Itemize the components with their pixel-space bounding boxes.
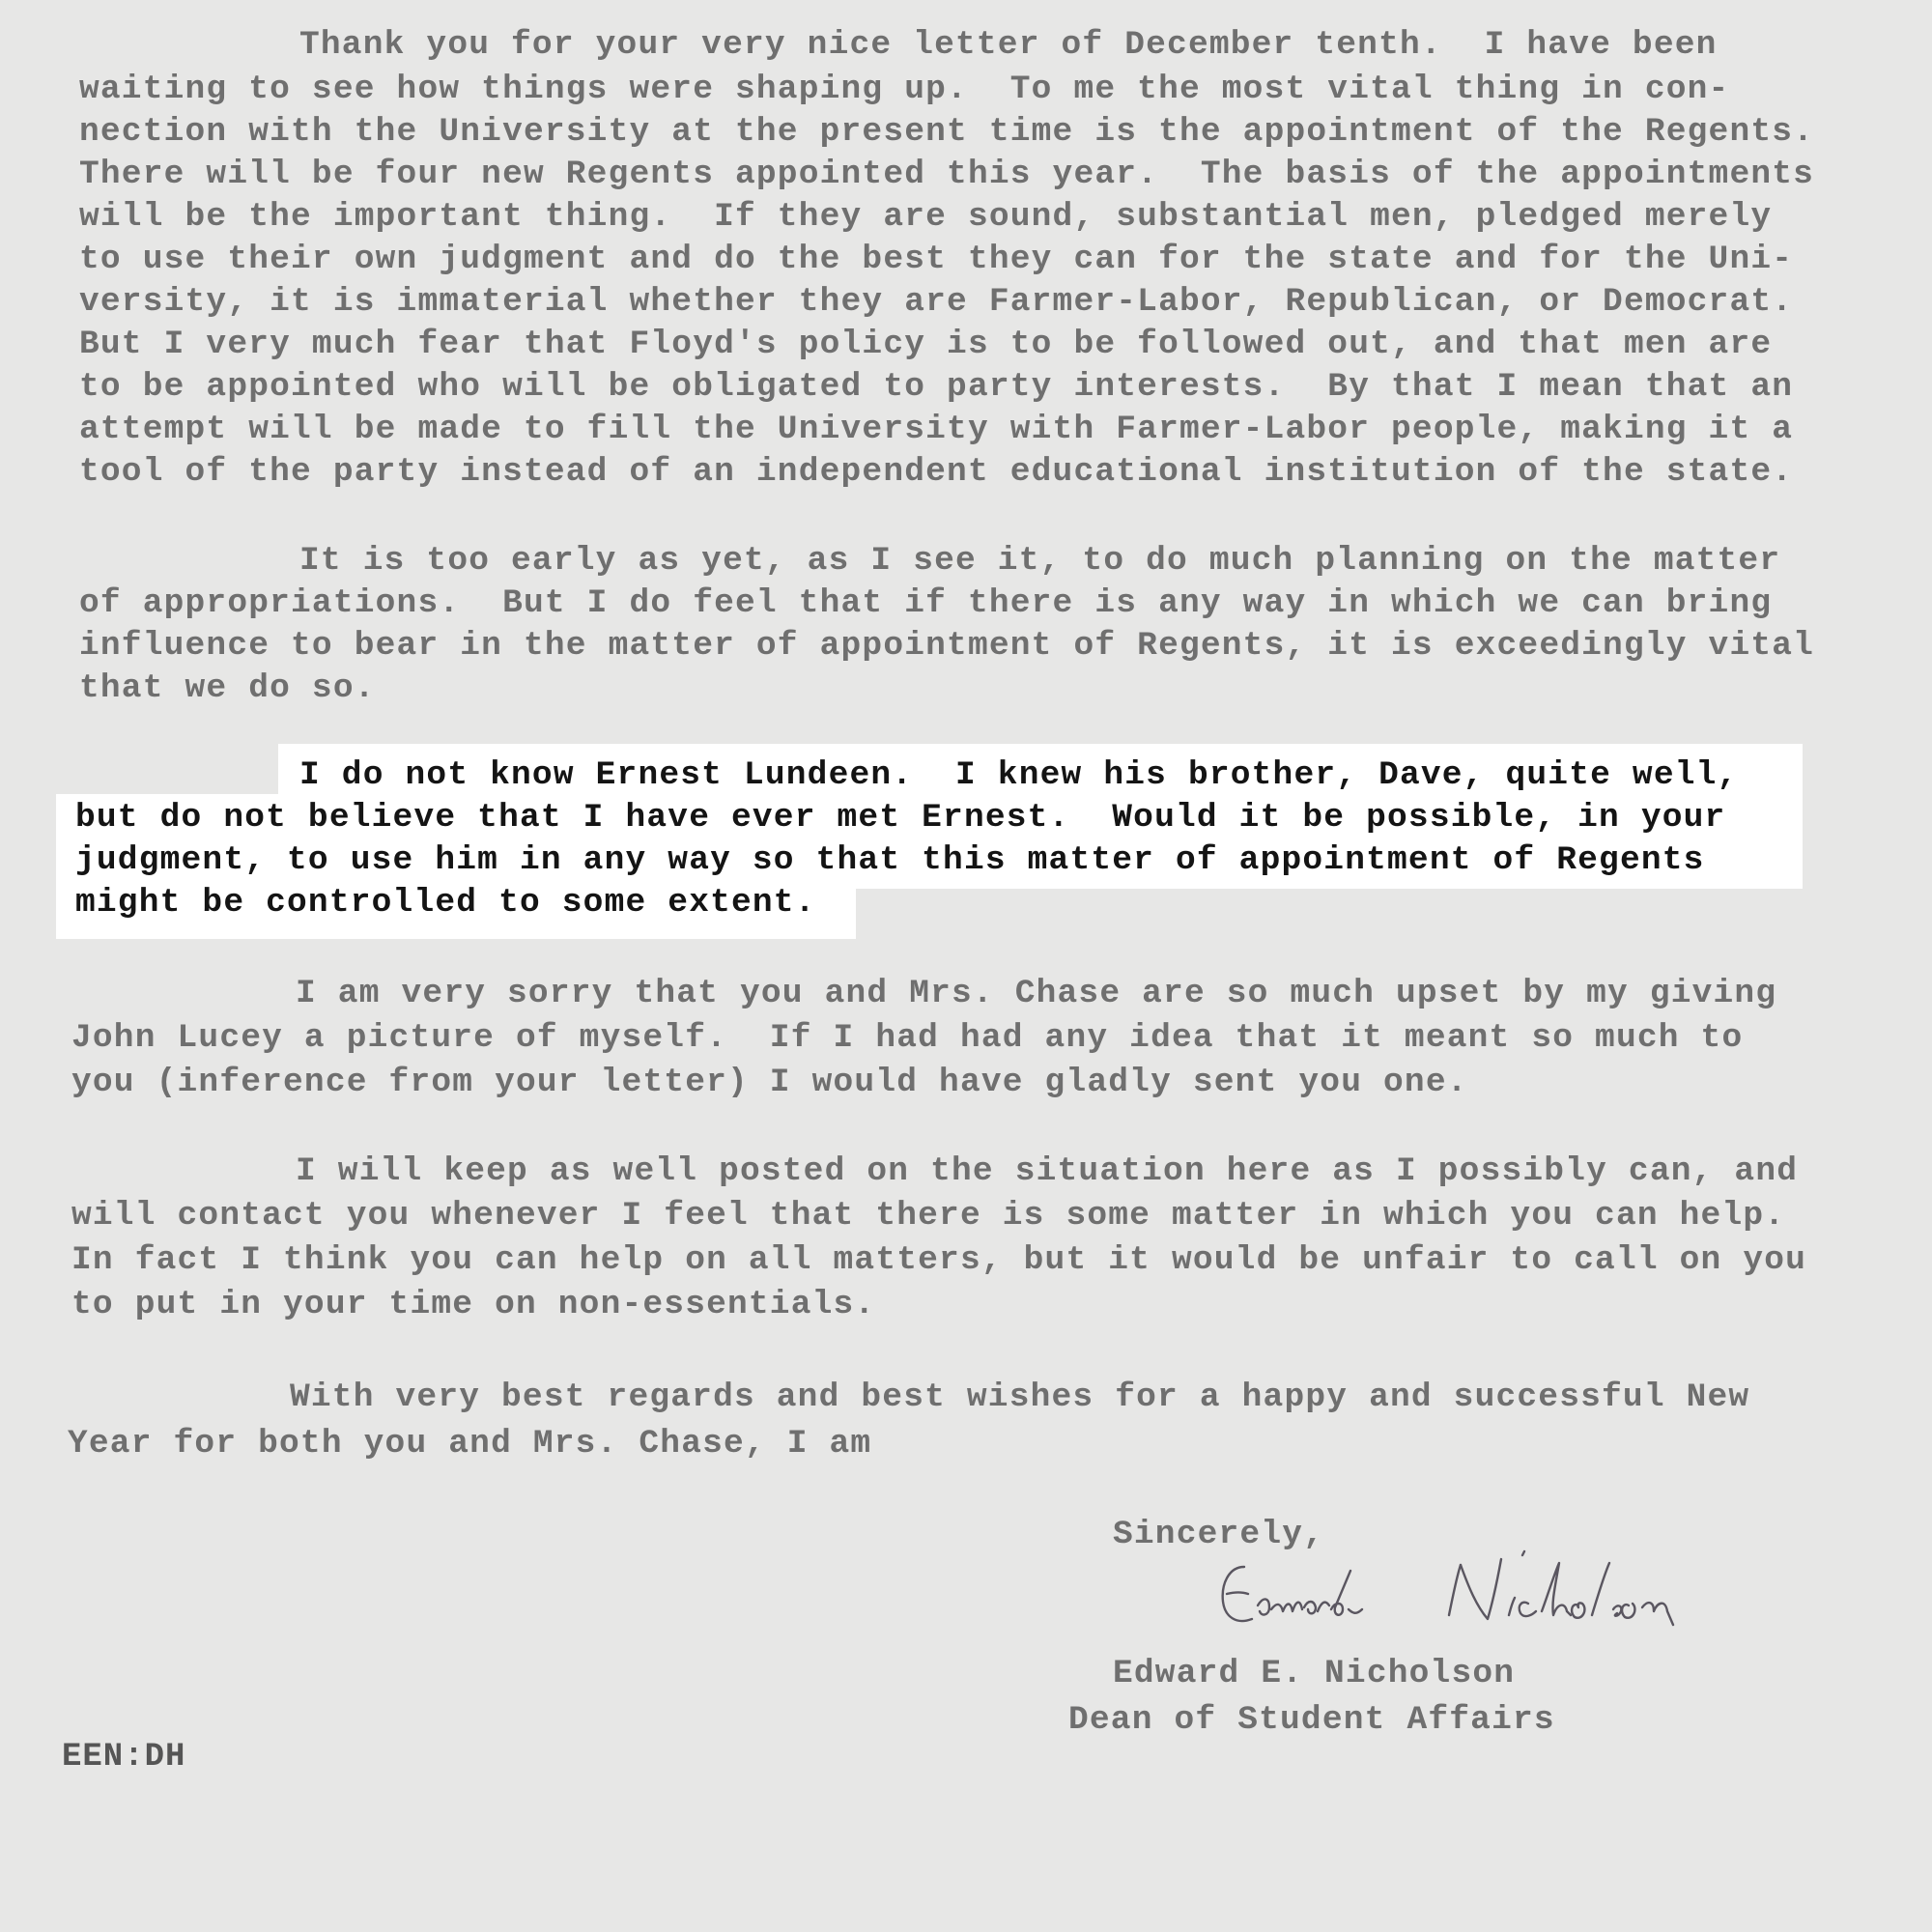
signer-title: Dean of Student Affairs (1068, 1701, 1555, 1739)
paragraph-1-line-5: will be the important thing. If they are sound, substantial men, pledged merely (79, 198, 1773, 236)
paragraph-1-line-9: to be appointed who will be obligated to party interests. By that I mean that an (79, 368, 1794, 406)
paragraph-5-line-4: to put in your time on non-essentials. (71, 1286, 876, 1323)
signer-name: Edward E. Nicholson (1113, 1655, 1516, 1692)
paragraph-2-line-3: influence to bear in the matter of appointment of Regents, it is exceedingly vital (79, 627, 1815, 665)
closing: Sincerely, (1113, 1516, 1325, 1553)
paragraph-1-line-8: But I very much fear that Floyd's policy is to be followed out, and that men are (79, 326, 1773, 363)
paragraph-1-line-4: There will be four new Regents appointed this year. The basis of the appointments (79, 156, 1815, 193)
paragraph-3-line-3: judgment, to use him in any way so that this matter of appointment of Regents (75, 841, 1705, 879)
paragraph-1-line-2: waiting to see how things were shaping up. To me the most vital thing in con- (79, 71, 1730, 108)
paragraph-4-line-3: you (inference from your letter) I would have gladly sent you one. (71, 1064, 1468, 1101)
paragraph-5-line-3: In fact I think you can help on all matters, but it would be unfair to call on you (71, 1241, 1807, 1279)
paragraph-4-line-2: John Lucey a picture of myself. If I had had any idea that it meant so much to (71, 1019, 1744, 1057)
paragraph-5-line-2: will contact you whenever I feel that there is some matter in which you can help. (71, 1197, 1786, 1235)
paragraph-2-line-1: It is too early as yet, as I see it, to do much planning on the matter (299, 542, 1781, 580)
paragraph-3-line-1: I do not know Ernest Lundeen. I knew his brother, Dave, quite well, (299, 756, 1739, 794)
paragraph-4-line-1: I am very sorry that you and Mrs. Chase are so much upset by my giving (296, 975, 1777, 1012)
paragraph-6-line-1: With very best regards and best wishes for a happy and successful New (290, 1378, 1750, 1416)
paragraph-1-line-7: versity, it is immaterial whether they are Farmer-Labor, Republican, or Democrat. (79, 283, 1794, 321)
paragraph-1-line-10: attempt will be made to fill the University with Farmer-Labor people, making it a (79, 411, 1794, 448)
paragraph-2-line-4: that we do so. (79, 669, 376, 707)
paragraph-3-line-2: but do not believe that I have ever met Ernest. Would it be possible, in your (75, 799, 1726, 837)
paragraph-6-line-2: Year for both you and Mrs. Chase, I am (68, 1425, 872, 1463)
paragraph-5-line-1: I will keep as well posted on the situation here as I possibly can, and (296, 1152, 1799, 1190)
paragraph-2-line-2: of appropriations. But I do feel that if there is any way in which we can bring (79, 584, 1773, 622)
paragraph-1-line-6: to use their own judgment and do the best they can for the state and for the Uni- (79, 241, 1794, 278)
paragraph-1-line-3: nection with the University at the present time is the appointment of the Regents. (79, 113, 1815, 151)
paragraph-1-line-1: Thank you for your very nice letter of December tenth. I have been (299, 26, 1718, 64)
paragraph-3-line-4: might be controlled to some extent. (75, 884, 816, 922)
paragraph-1-line-11: tool of the party instead of an independent educational institution of the state. (79, 453, 1794, 491)
reference-initials: EEN:DH (62, 1739, 186, 1776)
handwritten-signature (1208, 1538, 1787, 1644)
